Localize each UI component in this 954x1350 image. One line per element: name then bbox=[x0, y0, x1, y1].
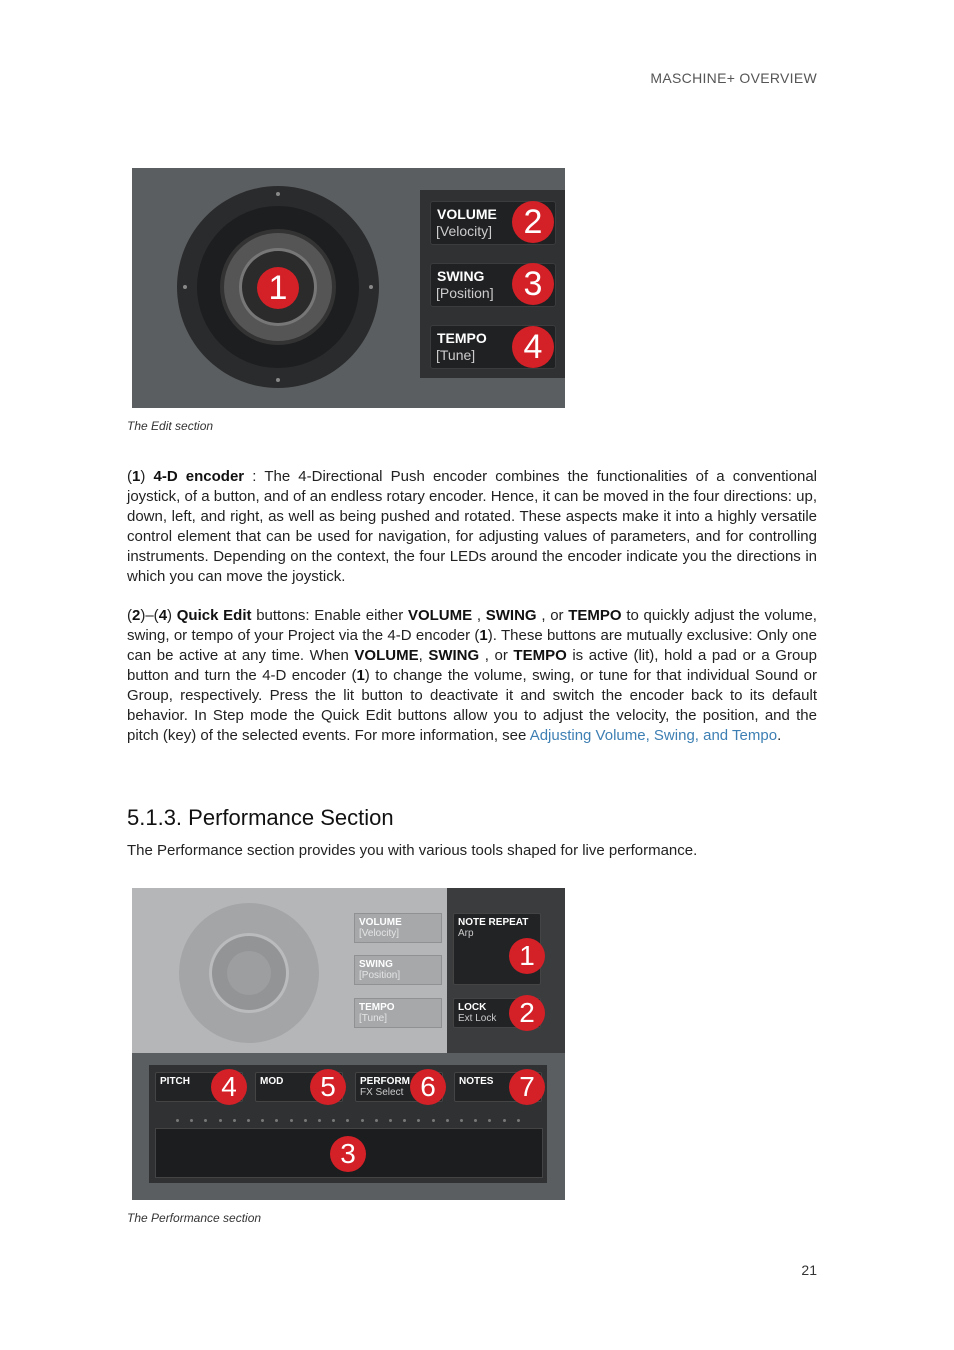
body-text: : The 4-Directional Push encoder combines the functionalities of a conventional joystick, of a button, and of an endless rotary encoder. Hence, it can be moved in the four directions: up, down, left, and right, as well as being pushed and rotated. These aspects make it into a highly versatile control element that can be used for navigation, for adjusting values of parameters, and for controlling instruments. Depending on the context, the four LEDs around the encoder indicate you the directions in which you can move the joystick. bbox=[127, 468, 817, 585]
button-title: SWING bbox=[437, 268, 485, 284]
ref-number: 1 bbox=[356, 667, 365, 684]
note-repeat-panel bbox=[447, 888, 565, 1053]
callout-badge: 6 bbox=[410, 1069, 446, 1105]
strip-led-dot bbox=[332, 1119, 335, 1122]
strip-led-dot bbox=[290, 1119, 293, 1122]
ref-number: 1 bbox=[479, 627, 488, 644]
edit-section-figure bbox=[132, 168, 565, 408]
button-title: LOCK bbox=[458, 1002, 487, 1013]
body-text: , bbox=[472, 607, 486, 624]
term-swing: SWING bbox=[485, 607, 537, 624]
callout-badge: 1 bbox=[257, 267, 299, 309]
button-subtitle: [Position] bbox=[359, 970, 401, 981]
encoder-description: (1) 4-D encoder : The 4-Directional Push encoder combines the functionalities of a conventional joystick, of a button, and of an endless rotary encoder. Hence, it can be moved in the four directions: up, down, left, and right, as well as being pushed and rotated. These aspects make it into a highly versatile control element that can be used for navigation, for adjusting values of parameters, and for controlling instruments. Depending on the context, the four LEDs around the encoder indicate you the directions in which you can move the joystick. bbox=[127, 468, 817, 585]
callout-badge: 5 bbox=[310, 1069, 346, 1105]
strip-led-dot bbox=[233, 1119, 236, 1122]
strip-led-dot bbox=[403, 1119, 406, 1122]
body-text: . bbox=[777, 727, 782, 744]
strip-led-dot bbox=[503, 1119, 506, 1122]
button-title: NOTE REPEAT bbox=[458, 917, 529, 928]
strip-led-dot bbox=[247, 1119, 250, 1122]
callout-badge: 1 bbox=[509, 938, 545, 974]
figure-caption: The Performance section bbox=[127, 1211, 262, 1225]
term-tempo: TEMPO bbox=[513, 647, 567, 664]
button-subtitle: Arp bbox=[458, 928, 474, 939]
figure-caption: The Edit section bbox=[127, 419, 214, 433]
faded-volume-button bbox=[354, 913, 442, 943]
quick-edit-description: (2)–(4) Quick Edit buttons: Enable either VOLUME , SWING , or TEMPO to quickly adjust the volume, swing, or tempo of your Project via the 4-D encoder (1). These buttons are mutually exclusive: Only one can be active at any time. When VOLUME, SWING , or TEMPO is active (lit), hold a pad or a Group button and turn the 4-D encoder (1) to change the volume, swing, or tune for that individual Sound or Group, respectively. Press the lit button to deactivate it and switch the encoder back to its default behavior. In Step mode the Quick Edit buttons allow you to adjust the velocity, the position, and the pitch (key) of the selected events. For more information, see Adjusting Volume, Swing, and Tempo. bbox=[127, 607, 817, 744]
strip-led-dot bbox=[361, 1119, 364, 1122]
page-number: 21 bbox=[801, 1262, 817, 1278]
strip-led-dot bbox=[460, 1119, 463, 1122]
ref-number: 4 bbox=[158, 607, 168, 624]
button-title: NOTES bbox=[459, 1076, 494, 1087]
strip-led-dot bbox=[318, 1119, 321, 1122]
faded-encoder-ring bbox=[179, 903, 319, 1043]
strip-led-dot bbox=[417, 1119, 420, 1122]
ref-number: 1 bbox=[132, 468, 141, 485]
ref-number: 2 bbox=[132, 607, 141, 624]
strip-led-dot bbox=[204, 1119, 207, 1122]
button-title: TEMPO bbox=[437, 330, 487, 346]
term-tempo: TEMPO bbox=[568, 607, 622, 624]
body-text: , or bbox=[536, 607, 569, 624]
faded-edit-area bbox=[132, 888, 447, 1053]
faded-tempo-button bbox=[354, 998, 442, 1028]
term: 4-D encoder bbox=[153, 468, 245, 485]
term-volume: VOLUME bbox=[354, 647, 419, 664]
body-text: , or bbox=[479, 647, 514, 664]
term-swing: SWING bbox=[428, 647, 480, 664]
strip-led-dot bbox=[346, 1119, 349, 1122]
callout-badge: 3 bbox=[330, 1136, 366, 1172]
term: Quick Edit bbox=[176, 607, 252, 624]
strip-led-dot bbox=[389, 1119, 392, 1122]
strip-led-dot bbox=[446, 1119, 449, 1122]
strip-led-dot bbox=[432, 1119, 435, 1122]
strip-led-dot bbox=[488, 1119, 491, 1122]
button-subtitle: [Velocity] bbox=[436, 223, 493, 239]
faded-swing-button bbox=[354, 955, 442, 985]
encoder-led-right bbox=[369, 285, 373, 289]
strip-led-dot bbox=[304, 1119, 307, 1122]
body-text: ) to change the volume, swing, or tune for that individual Sound or Group, respectively. Press the lit button to deactivate it and switch the encoder back to its default behavior. In Step mode the Quick Edit buttons allow you to adjust the velocity, the position, and the pitch (key) of the selected events. For more information, see bbox=[127, 667, 817, 744]
button-subtitle: [Tune] bbox=[436, 347, 476, 363]
body-text: buttons: Enable either bbox=[251, 607, 408, 624]
button-title: MOD bbox=[260, 1076, 284, 1087]
running-header: MASCHINE+ OVERVIEW bbox=[650, 70, 817, 86]
faded-encoder-knob bbox=[212, 936, 286, 1010]
strip-led-dot bbox=[275, 1119, 278, 1122]
button-title: PERFORM bbox=[360, 1076, 410, 1087]
button-title: VOLUME bbox=[359, 917, 402, 928]
button-subtitle: [Velocity] bbox=[359, 928, 400, 939]
strip-led-dot bbox=[375, 1119, 378, 1122]
callout-badge: 4 bbox=[512, 326, 554, 368]
faded-encoder-cap bbox=[227, 951, 271, 995]
callout-badge: 3 bbox=[512, 263, 554, 305]
callout-badge: 2 bbox=[509, 995, 545, 1031]
cross-reference-link[interactable]: Adjusting Volume, Swing, and Tempo bbox=[529, 727, 778, 744]
body-text: , bbox=[418, 647, 429, 664]
body-text: is active (lit), hold a pad or a Group button and turn the 4-D encoder ( bbox=[127, 647, 817, 684]
button-subtitle: Ext Lock bbox=[458, 1013, 497, 1024]
section-lead: The Performance section provides you with various tools shaped for live performance. bbox=[127, 842, 698, 859]
button-title: PITCH bbox=[160, 1076, 190, 1087]
strip-led-dot bbox=[219, 1119, 222, 1122]
body-text: ). These buttons are mutually exclusive: Only one can be active at any time. When bbox=[127, 627, 817, 664]
callout-badge: 2 bbox=[512, 201, 554, 243]
callout-badge: 7 bbox=[509, 1069, 545, 1105]
button-subtitle: FX Select bbox=[360, 1087, 404, 1098]
callout-badge: 4 bbox=[211, 1069, 247, 1105]
button-title: TEMPO bbox=[359, 1002, 395, 1013]
body-text: to quickly adjust the volume, swing, or tempo of your Project via the 4-D encoder ( bbox=[127, 607, 817, 644]
term-volume: VOLUME bbox=[407, 607, 473, 624]
performance-section-figure bbox=[132, 888, 565, 1200]
button-subtitle: [Position] bbox=[436, 285, 494, 301]
button-subtitle: [Tune] bbox=[359, 1013, 387, 1024]
strip-led-dot bbox=[517, 1119, 520, 1122]
button-title: VOLUME bbox=[437, 206, 497, 222]
strip-led-dot bbox=[474, 1119, 477, 1122]
encoder-led-left bbox=[183, 285, 187, 289]
button-title: SWING bbox=[359, 959, 393, 970]
encoder-led-up bbox=[276, 192, 280, 196]
strip-led-dot bbox=[190, 1119, 193, 1122]
strip-led-dot bbox=[176, 1119, 179, 1122]
encoder-led-down bbox=[276, 378, 280, 382]
strip-led-dot bbox=[261, 1119, 264, 1122]
section-heading: 5.1.3. Performance Section bbox=[127, 805, 394, 830]
